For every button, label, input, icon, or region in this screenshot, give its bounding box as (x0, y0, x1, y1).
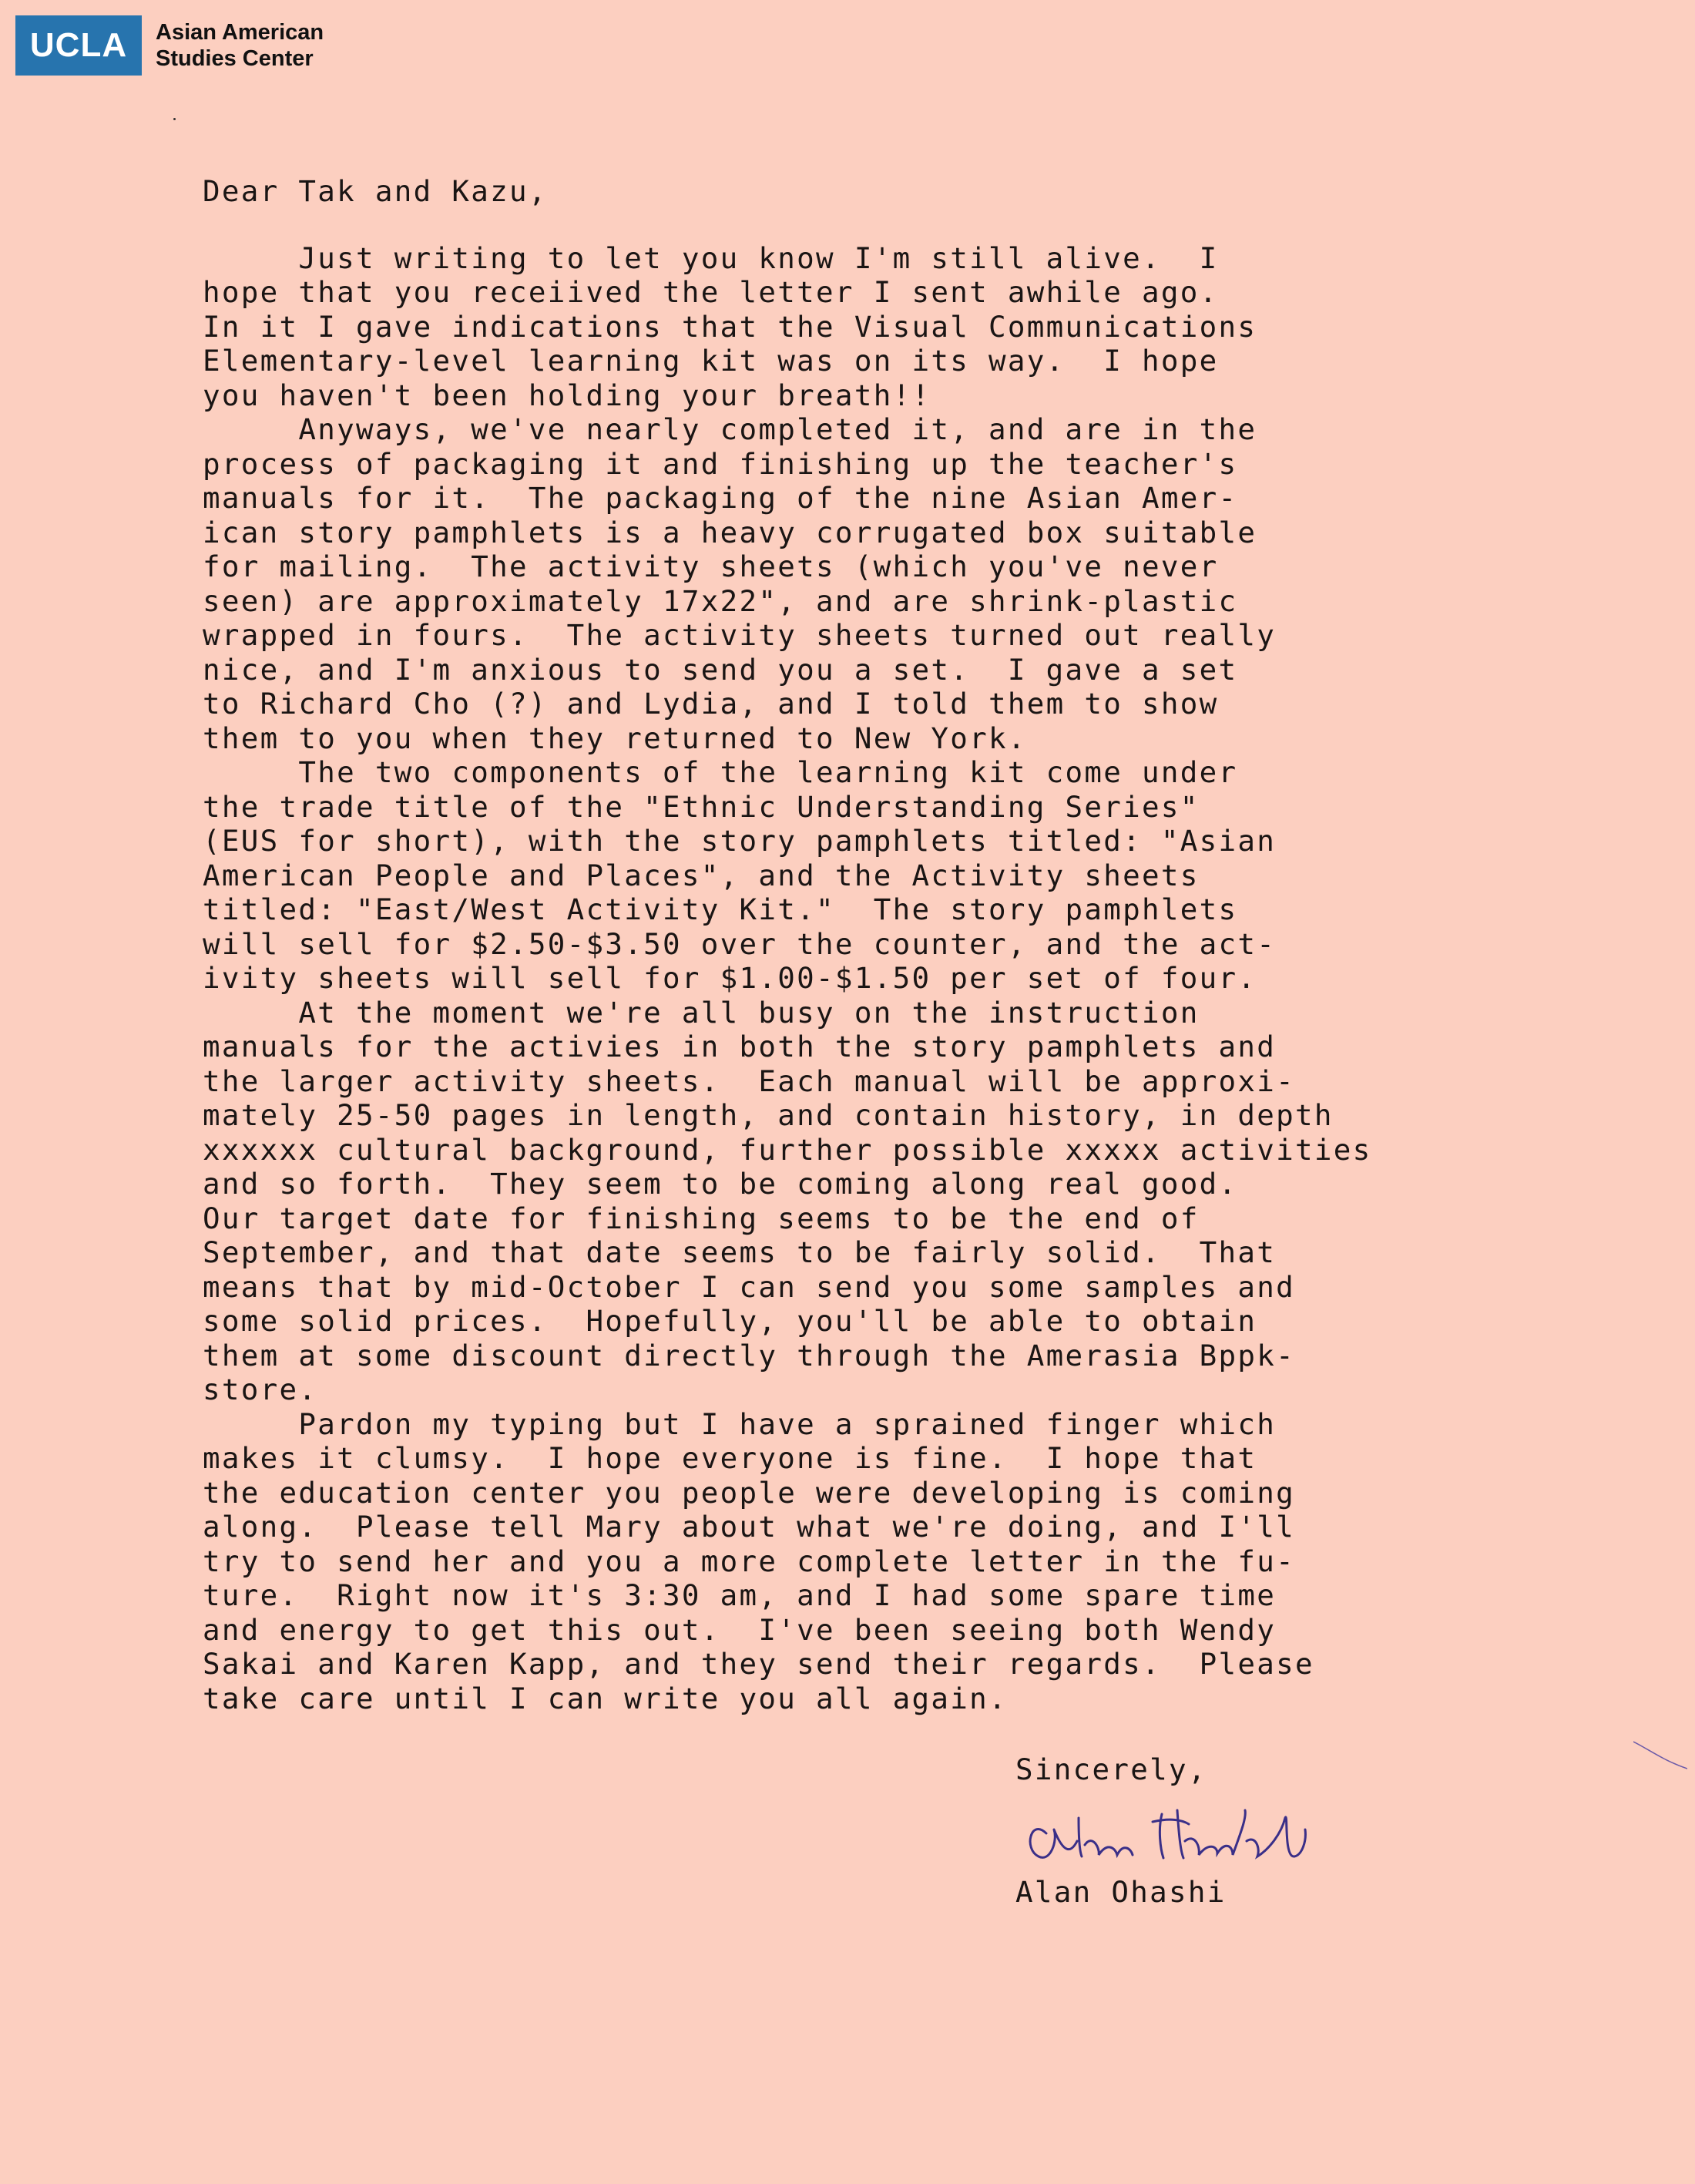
letter-line: ican story pamphlets is a heavy corrugated box suitable (203, 515, 1257, 549)
letter-line: the education center you people were developing is coming (203, 1475, 1295, 1510)
letter-line: wrapped in fours. The activity sheets turned out really (203, 618, 1277, 652)
letter-line: mately 25-50 pages in length, and contain history, in depth (203, 1098, 1334, 1132)
letter-line: means that by mid-October I can send you some samples and (203, 1269, 1295, 1304)
letter-line: September, and that date seems to be fairly solid. That (203, 1235, 1277, 1269)
letter-line: store. (203, 1373, 318, 1406)
letter-line: At the moment we're all busy on the instruction (203, 995, 1200, 1030)
letter-line: xxxxxx cultural background, further possible xxxxx activities (203, 1132, 1372, 1167)
salutation: Dear Tak and Kazu, (203, 174, 548, 208)
letter-line: nice, and I'm anxious to send you a set. I gave a set (203, 652, 1238, 687)
letter-line: Elementary-level learning kit was on its way. I hope (203, 344, 1219, 378)
paper-speck (173, 118, 176, 120)
letter-line: the larger activity sheets. Each manual will be approxi- (203, 1063, 1295, 1098)
letter-line: ivity sheets will sell for $1.00-$1.50 per set of four. (203, 961, 1257, 995)
letter-line: Sakai and Karen Kapp, and they send their regards. Please (203, 1647, 1314, 1681)
letter-closing (1015, 1752, 1339, 1909)
letter-line: manuals for it. The packaging of the nine Asian Amer- (203, 481, 1238, 515)
letter-line: and energy to get this out. I've been seeing both Wendy (203, 1612, 1277, 1647)
letter-line: seen) are approximately 17x22", and are shrink-plastic (203, 583, 1238, 618)
letter-line: the trade title of the "Ethnic Understanding Series" (203, 789, 1200, 824)
ucla-logo (15, 15, 324, 76)
letter-text (203, 241, 1528, 1716)
letter-line: ture. Right now it's 3:30 am, and I had some spare time (203, 1578, 1277, 1612)
letter-line: will sell for $2.50-$3.50 over the counter, and the act- (203, 926, 1277, 961)
letter-line: Anyways, we've nearly completed it, and are in the (203, 412, 1257, 446)
center-name-line1: Asian American (156, 20, 324, 45)
letter-line: In it I gave indications that the Visual Communications (203, 309, 1257, 344)
letter-line: Pardon my typing but I have a sprained finger which (203, 1406, 1277, 1441)
letter-line: American People and Places", and the Activity sheets (203, 858, 1200, 892)
letter-line: you haven't been holding your breath!! (203, 378, 931, 412)
letter-line: hope that you receiived the letter I sent awhile ago. (203, 275, 1219, 309)
center-name-line2: Studies Center (156, 46, 314, 71)
letter-line: them at some discount directly through the Amerasia Bppk- (203, 1338, 1295, 1373)
letter-line: Our target date for finishing seems to be the end of (203, 1201, 1200, 1235)
letter-line: and so forth. They seem to be coming along real good. (203, 1167, 1238, 1201)
center-name (156, 19, 324, 72)
letter-line: makes it clumsy. I hope everyone is fine. I hope that (203, 1441, 1257, 1475)
letter-line: them to you when they returned to New York. (203, 721, 1027, 755)
letter-line: process of packaging it and finishing up the teacher's (203, 446, 1238, 481)
letter-line: along. Please tell Mary about what we're doing, and I'll (203, 1510, 1295, 1544)
letter-line: manuals for the activies in both the story pamphlets and (203, 1030, 1277, 1063)
letter-body (203, 174, 1528, 1715)
letter-line: titled: "East/West Activity Kit." The story pamphlets (203, 892, 1238, 926)
typed-signature: Alan Ohashi (1015, 1874, 1227, 1909)
handwritten-signature (1015, 1787, 1339, 1872)
letter-line: to Richard Cho (?) and Lydia, and I told them to show (203, 687, 1219, 721)
letter-line: try to send her and you a more complete letter in the fu- (203, 1544, 1295, 1578)
letter-line: for mailing. The activity sheets (which you've never (203, 549, 1219, 583)
pen-stroke (1633, 1734, 1687, 1788)
closing-text: Sincerely, (1015, 1752, 1207, 1786)
letter-line: Just writing to let you know I'm still alive. I (203, 240, 1219, 275)
letter-line: (EUS for short), with the story pamphlets titled: "Asian (203, 824, 1277, 858)
letter-line: The two components of the learning kit come under (203, 755, 1238, 789)
ucla-logo-mark: UCLA (15, 15, 142, 76)
letter-line: take care until I can write you all again. (203, 1681, 1008, 1715)
letter-line: some solid prices. Hopefully, you'll be able to obtain (203, 1304, 1257, 1338)
